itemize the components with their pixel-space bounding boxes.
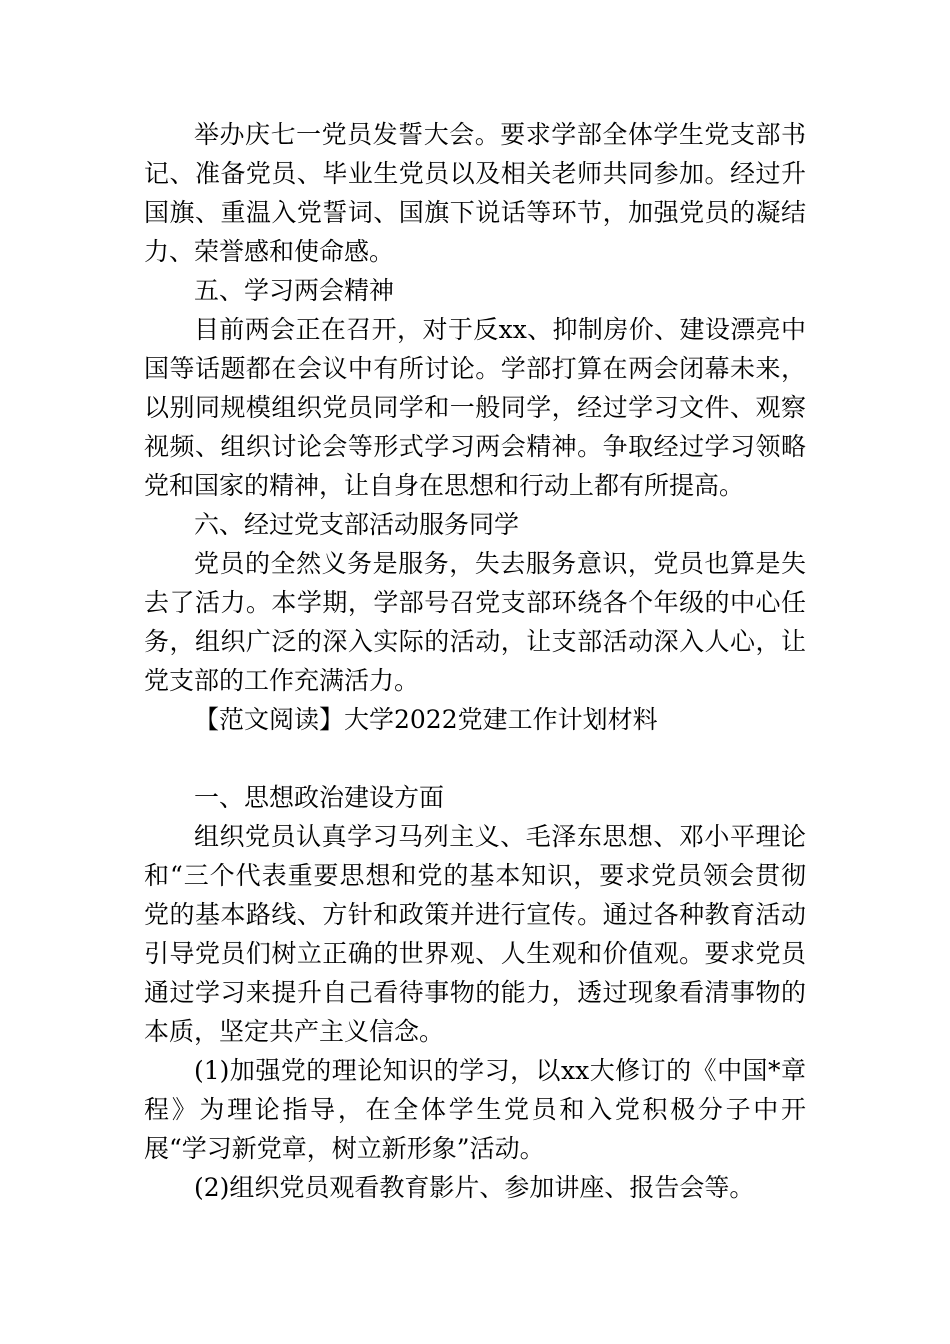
document-body	[144, 115, 806, 1207]
paragraph-oath-rally: 举办庆七一党员发誓大会。要求学部全体学生党支部书记、准备党员、毕业生党员以及相关老师共同参加。经过升国旗、重温入党誓词、国旗下说话等环节，加强党员的凝结力、荣誉感和使命感。	[144, 120, 806, 266]
section-heading-six: 六、经过党支部活动服务同学	[194, 510, 520, 539]
paragraph-item-1: (1)加强党的理论知识的学习，以xx大修订的《中国*章程》为理论指导，在全体学生党员和入党积极分子中开展“学习新党章，树立新形象”活动。	[144, 1056, 806, 1163]
section-heading-one: 一、思想政治建设方面	[194, 783, 445, 812]
paragraph-two-sessions: 目前两会正在召开，对于反xx、抑制房价、建设漂亮中国等话题都在会议中有所讨论。学部打算在两会闭幕未来，以别同规模组织党员同学和一般同学，经过学习文件、观察视频、组织讨论会等形式学习两会精神。争取经过学习领略党和国家的精神，让自身在思想和行动上都有所提高。	[144, 315, 806, 500]
paragraph-service: 党员的全然义务是服务，失去服务意识，党员也算是失去了活力。本学期，学部号召党支部环绕各个年级的中心任务，组织广泛的深入实际的活动，让支部活动深入人心，让党支部的工作充满活力。	[144, 549, 806, 695]
sample-title: 【范文阅读】大学2022党建工作计划材料	[194, 705, 658, 734]
paragraph-ideology: 组织党员认真学习马列主义、毛泽东思想、邓小平理论和“三个代表重要思想和党的基本知识，要求党员领会贯彻党的基本路线、方针和政策并进行宣传。通过各种教育活动引导党员们树立正确的世界观、人生观和价值观。要求党员通过学习来提升自己看待事物的能力，透过现象看清事物的本质，坚定共产主义信念。	[144, 822, 806, 1046]
section-heading-five: 五、学习两会精神	[194, 276, 395, 305]
paragraph-item-2: (2)组织党员观看教育影片、参加讲座、报告会等。	[194, 1173, 755, 1202]
